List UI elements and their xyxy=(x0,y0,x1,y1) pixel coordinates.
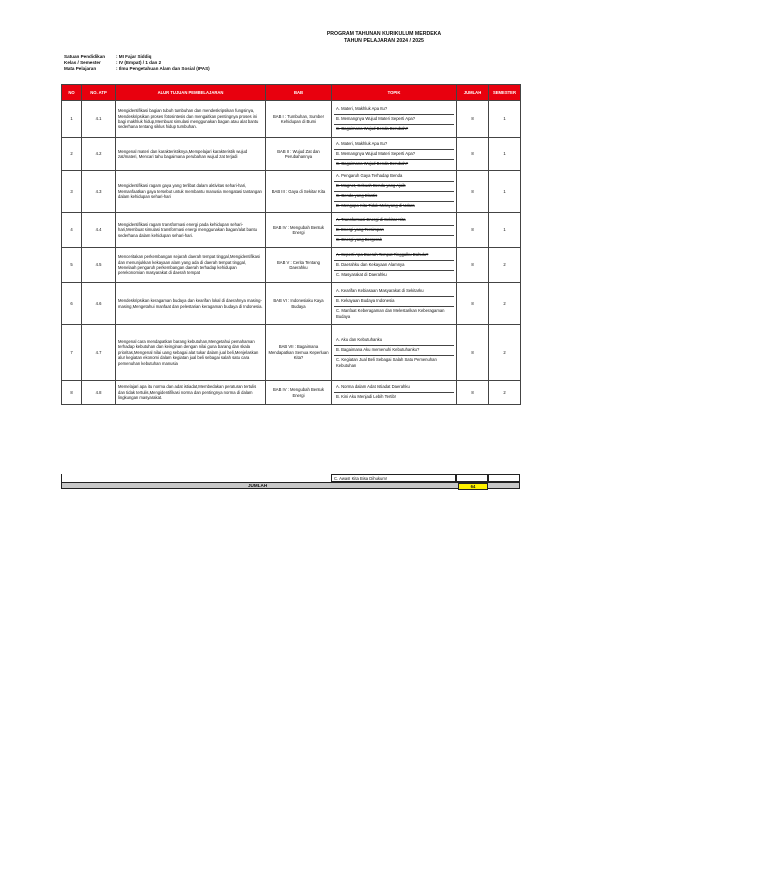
meta-kelas-label: Kelas / Semester xyxy=(64,60,101,65)
header-alur: ALUR TUJUAN PEMBELAJARAN xyxy=(116,85,266,101)
cell-atp: 4.6 xyxy=(82,283,116,325)
cell-alur: Mengidentifikasi ragam transformasi energi pada kehidupan sehari-hari,Membuat simulasi transformasi energi menggunakan bagan/alat bantu sederhana dalam kehidupan sehari-hari. xyxy=(116,213,266,248)
cell-semester: 2 xyxy=(489,248,521,283)
table-row xyxy=(62,138,521,171)
topik-item: A. Pengaruh Gaya Terhadap Benda xyxy=(334,172,454,182)
cell-jumlah: 8 xyxy=(457,325,489,381)
cell-topik xyxy=(332,283,457,325)
cell-jumlah: 8 xyxy=(457,213,489,248)
cell-no: 4 xyxy=(62,213,82,248)
topik-item: A. Transformasi Energi di Sekitar Kita xyxy=(334,216,454,226)
cell-topik xyxy=(332,171,457,213)
topik-item: A. Aku dan Kebutuhanku xyxy=(334,336,454,346)
cell-atp: 4.3 xyxy=(82,171,116,213)
cell-alur: Mengenal cara mendapatkan barang kebutuhan,Mengetahui pemahaman terhadap kebutuhan dan keinginan dengan nilai guna barang dan skala prioritas,Mengenal nilai uang sebagai alat tukar dalam jual beli,Menjelaskan alur kegiatan ekonomi dalam kegiatan jual beli sebagai salah satu cara pemenuhan kebutuhan manusia xyxy=(116,325,266,381)
topik-item: B. Kekayaan Budaya Indonesia xyxy=(334,297,454,307)
topik-item: B. Memangnya Wujud Materi Seperti Apa? xyxy=(334,150,454,160)
cell-no: 8 xyxy=(62,381,82,405)
topik-item: A. Materi, Makhluk Apa Itu? xyxy=(334,105,454,115)
cell-semester: 1 xyxy=(489,171,521,213)
cell-topik xyxy=(332,101,457,138)
table-row xyxy=(62,248,521,283)
header-semester: SEMESTER xyxy=(489,85,521,101)
cell-no: 1 xyxy=(62,101,82,138)
cell-alur: Mengidentifikasi ragam gaya yang terlibat dalam aktivitas sehari-hari, Memanfaatkan gaya tersebut untuk membantu manusia mengatasi tantangan dalam kehidupan sehari-hari xyxy=(116,171,266,213)
cell-bab: BAB IV : Mengubah Bentuk Energi xyxy=(266,381,332,405)
total-label: JUMLAH xyxy=(248,483,268,488)
topik-item: A. Kearifan Kebiasaan Masyarakat di Sekitarku xyxy=(334,287,454,297)
topik-item: C. Manfaat Keberagaman dan Melestarikan Keberagaman Budaya xyxy=(336,308,445,319)
table-row xyxy=(62,325,521,381)
cell-topik xyxy=(332,213,457,248)
topik-item: B. Daerahku dan Kekayaan Alamnya xyxy=(334,261,454,271)
cell-alur: Mengenal materi dan karakteristiknya,Mempelajari karakteristik wujud zat/materi, Mencari tahu bagaimana perubahan wujud zat terjadi xyxy=(116,138,266,171)
cell-atp: 4.2 xyxy=(82,138,116,171)
document-title: PROGRAM TAHUNAN KURIKULUM MERDEKA xyxy=(326,31,442,37)
cell-semester: 1 xyxy=(489,138,521,171)
topik-item: C. Masyarakat di Daerahku xyxy=(336,271,387,277)
topik-item: B. Memangnya Wujud Materi Seperti Apa? xyxy=(334,115,454,125)
cell-jumlah: 8 xyxy=(457,171,489,213)
cell-no: 6 xyxy=(62,283,82,325)
cell-alur: Menceritakan perkembangan sejarah daerah tempat tinggal,Mengidentifikasi dan menunjukkan kekayaan alam yang ada di daerah tempat tinggal, Menelaah pengaruh perkembangan daerah terhadap kehidupan perekonomian masyarakat di daerah tempat xyxy=(116,248,266,283)
header-no: NO xyxy=(62,85,82,101)
table-row xyxy=(62,101,521,138)
cell-topik xyxy=(332,381,457,405)
footer-jumlah-cell xyxy=(456,474,488,482)
meta-mapel xyxy=(64,66,210,72)
cell-topik xyxy=(332,325,457,381)
cell-atp: 4.8 xyxy=(82,381,116,405)
topik-item: A. Seperti Apa Daerah Tempat Tinggalku Dahulu? xyxy=(334,251,454,261)
cell-semester: 2 xyxy=(489,325,521,381)
meta-mapel-value: : Ilmu Pengetahuan Alam dan Sosial (IPAS) xyxy=(116,66,210,71)
table-row xyxy=(62,283,521,325)
total-row xyxy=(61,482,520,489)
cell-bab: BAB VII : Bagaimana Mendapatkan Semua Keperluan Kita? xyxy=(266,325,332,381)
topik-item: C. Bagaimana Wujud Benda Berubah? xyxy=(336,160,409,166)
cell-no: 5 xyxy=(62,248,82,283)
cell-bab: BAB VI : Indonesiaku Kaya Budaya xyxy=(266,283,332,325)
cell-atp: 4.4 xyxy=(82,213,116,248)
cell-semester: 1 xyxy=(489,213,521,248)
cell-topik xyxy=(332,248,457,283)
cell-atp: 4.5 xyxy=(82,248,116,283)
topik-item: B. Magnet, Sebuah Benda yang Ajaib xyxy=(334,182,454,192)
topik-item: B. Energi yang Tersimpan xyxy=(334,226,454,236)
cell-semester: 2 xyxy=(489,381,521,405)
meta-satuan-value: : MI Fajar Siddiq xyxy=(116,54,152,59)
cell-semester: 2 xyxy=(489,283,521,325)
meta-satuan-label: Satuan Pendidikan xyxy=(64,54,106,59)
cell-no: 2 xyxy=(62,138,82,171)
cell-no: 7 xyxy=(62,325,82,381)
table-header-row xyxy=(62,85,521,101)
table-row xyxy=(62,381,521,405)
cell-alur: Memelajari apa itu norma dan adat istiadat,Membedakan peraturan tertulis dan tidak tertulis,Mengidentifikasi norma dan pentingnya norma di dalam lingkungan masyarakat. xyxy=(116,381,266,405)
meta-kelas-value: : IV (Empat) / 1 dan 2 xyxy=(116,60,162,65)
cell-semester: 1 xyxy=(489,101,521,138)
cell-jumlah: 8 xyxy=(457,283,489,325)
cell-bab: BAB I : Tumbuhan, Sumber Kehidupan di Bumi xyxy=(266,101,332,138)
topik-item: B. Kini Aku Menjadi Lebih Tertib! xyxy=(336,394,396,399)
cell-bab: BAB III : Gaya di Sekitar Kita xyxy=(266,171,332,213)
topik-item: C. Kegiatan Jual Beli Sebagai Salah Satu Pemenuhan Kebutuhan xyxy=(336,357,437,368)
cell-no: 3 xyxy=(62,171,82,213)
cell-atp: 4.1 xyxy=(82,101,116,138)
table-row xyxy=(62,171,521,213)
cell-jumlah: 8 xyxy=(457,248,489,283)
topik-item: A. Norma dalam Adat Istiadat Daerahku xyxy=(334,383,454,393)
header-bab: BAB xyxy=(266,85,332,101)
topik-item: A. Materi, Makhluk Apa Itu? xyxy=(334,140,454,150)
footer-topik: C. Awas! Kita Bisa Dihukum! xyxy=(331,474,456,482)
cell-bab: BAB V : Cerita Tentang Daerahku xyxy=(266,248,332,283)
cell-jumlah: 8 xyxy=(457,101,489,138)
cell-alur: Mengidentifikasi bagian tubuh tumbuhan dan mendeskripsikan fungsinya, Mendeskripsikan proses fotosintesis dan mengaitkan pentingnya proses ini bagi makhluk hidup,Membuat simulasi menggunakan bagan atau alat bantu sederhana tentang siklus hidup tumbuhan. xyxy=(116,101,266,138)
total-value: 64 xyxy=(458,483,488,490)
prota-table xyxy=(61,84,521,405)
cell-atp: 4.7 xyxy=(82,325,116,381)
header-jumlah: JUMLAH xyxy=(457,85,489,101)
topik-item: C. Energi yang Bergerak xyxy=(336,236,382,242)
cell-bab: BAB IV : Mengubah Bentuk Energi xyxy=(266,213,332,248)
cell-jumlah: 8 xyxy=(457,138,489,171)
table-footer xyxy=(61,474,520,489)
table-row xyxy=(62,213,521,248)
cell-alur: Mendeskripsikan keragaman budaya dan kearifan lokal di daerahnya masing-masing,Mengetahui manfaat dan pelestarian keragaman budaya di Indonesia. xyxy=(116,283,266,325)
document-subtitle: TAHUN PELAJARAN 2024 / 2025 xyxy=(344,38,424,44)
topik-item: B. Bagaimana Aku memenuhi Kebutuhanku? xyxy=(334,346,454,356)
topik-item: D. Mengapa Kita Tidak Melayang di Udara xyxy=(336,203,415,208)
header-no-atp: NO. ATP xyxy=(82,85,116,101)
header-topik: TOPIK xyxy=(332,85,457,101)
cell-bab: BAB II : Wujud Zat dan Perubahannya xyxy=(266,138,332,171)
cell-jumlah: 8 xyxy=(457,381,489,405)
cell-topik xyxy=(332,138,457,171)
footer-edge xyxy=(61,474,65,482)
topik-item: C. Bagaimana Wujud Benda Berubah? xyxy=(336,125,409,131)
footer-semester-cell xyxy=(488,474,520,482)
topik-item: C. Benda yang Elastis xyxy=(334,192,454,202)
meta-mapel-label: Mata Pelajaran xyxy=(64,66,97,71)
footer-topik-row xyxy=(61,474,520,482)
